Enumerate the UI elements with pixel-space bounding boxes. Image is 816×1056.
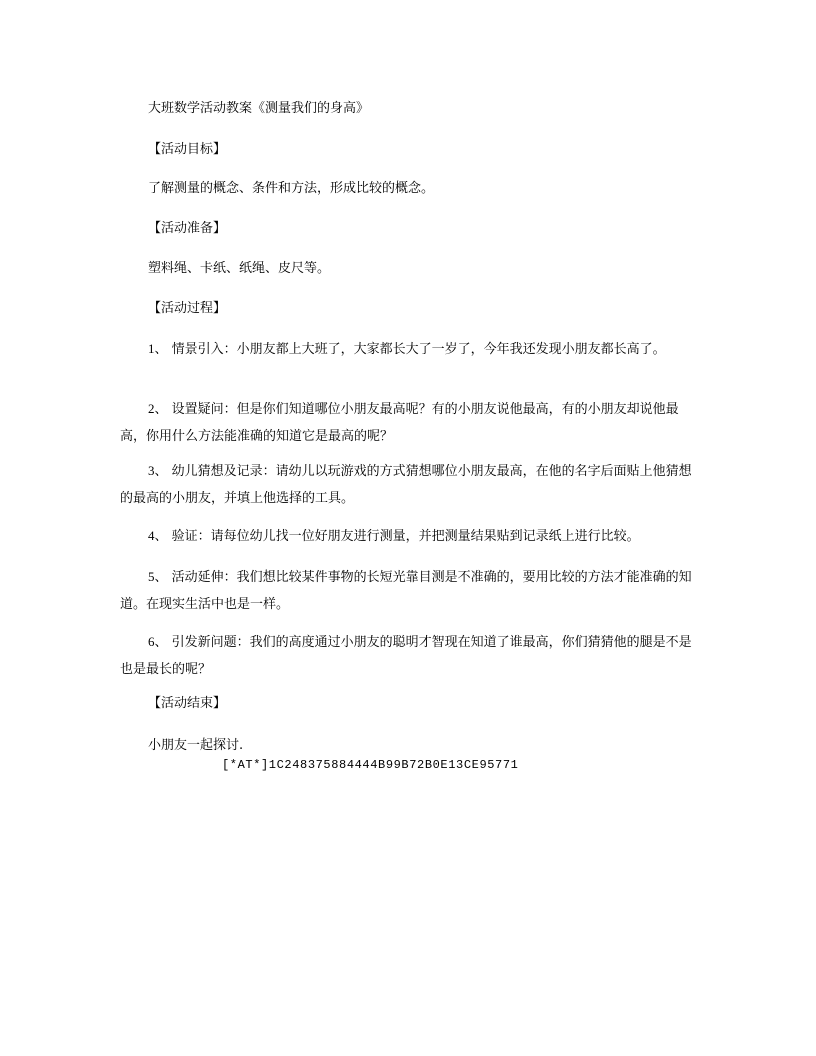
prep-heading: 【活动准备】 (148, 221, 227, 236)
step-number: 6、 (148, 634, 168, 649)
document-code: [*AT*]1C248375884444B99B72B0E13CE95771 (222, 758, 519, 772)
prep-text: 塑料绳、卡纸、纸绳、皮尺等。 (148, 261, 331, 276)
step-4 (120, 522, 700, 550)
step-text: 引发新问题：我们的高度通过小朋友的聪明才智现在知道了谁最高，你们猜猜他的腿是不是也是最长的呢？ (120, 635, 692, 677)
step-1 (120, 335, 700, 363)
step-text: 活动延伸：我们想比较某件事物的长短光靠目测是不准确的，要用比较的方法才能准确的知道。在现实生活中也是一样。 (120, 570, 692, 612)
step-text: 幼儿猜想及记录：请幼儿以玩游戏的方式猜想哪位小朋友最高，在他的名字后面贴上他猜想的最高的小朋友，并填上他选择的工具。 (120, 464, 692, 506)
step-text: 验证：请每位幼儿找一位好朋友进行测量，并把测量结果贴到记录纸上进行比较。 (171, 529, 640, 544)
step-text: 设置疑问：但是你们知道哪位小朋友最高呢？有的小朋友说他最高，有的小朋友却说他最高，你用什么方法能准确的知道它是最高的呢？ (120, 402, 679, 444)
goal-heading: 【活动目标】 (148, 142, 227, 157)
end-text: 小朋友一起探讨. (148, 738, 244, 753)
process-heading: 【活动过程】 (148, 301, 227, 316)
step-5 (120, 563, 700, 618)
step-number: 5、 (148, 569, 168, 584)
step-2 (120, 395, 700, 450)
step-text: 情景引入：小朋友都上大班了，大家都长大了一岁了，今年我还发现小朋友都长高了。 (171, 342, 666, 357)
step-3 (120, 457, 700, 512)
goal-text: 了解测量的概念、条件和方法，形成比较的概念。 (148, 181, 435, 196)
end-heading: 【活动结束】 (148, 696, 227, 711)
step-6 (120, 628, 700, 683)
document-title: 大班数学活动教案《测量我们的身高》 (148, 101, 370, 116)
step-number: 3、 (148, 463, 168, 478)
step-number: 2、 (148, 401, 168, 416)
step-number: 4、 (148, 528, 168, 543)
step-number: 1、 (148, 341, 168, 356)
